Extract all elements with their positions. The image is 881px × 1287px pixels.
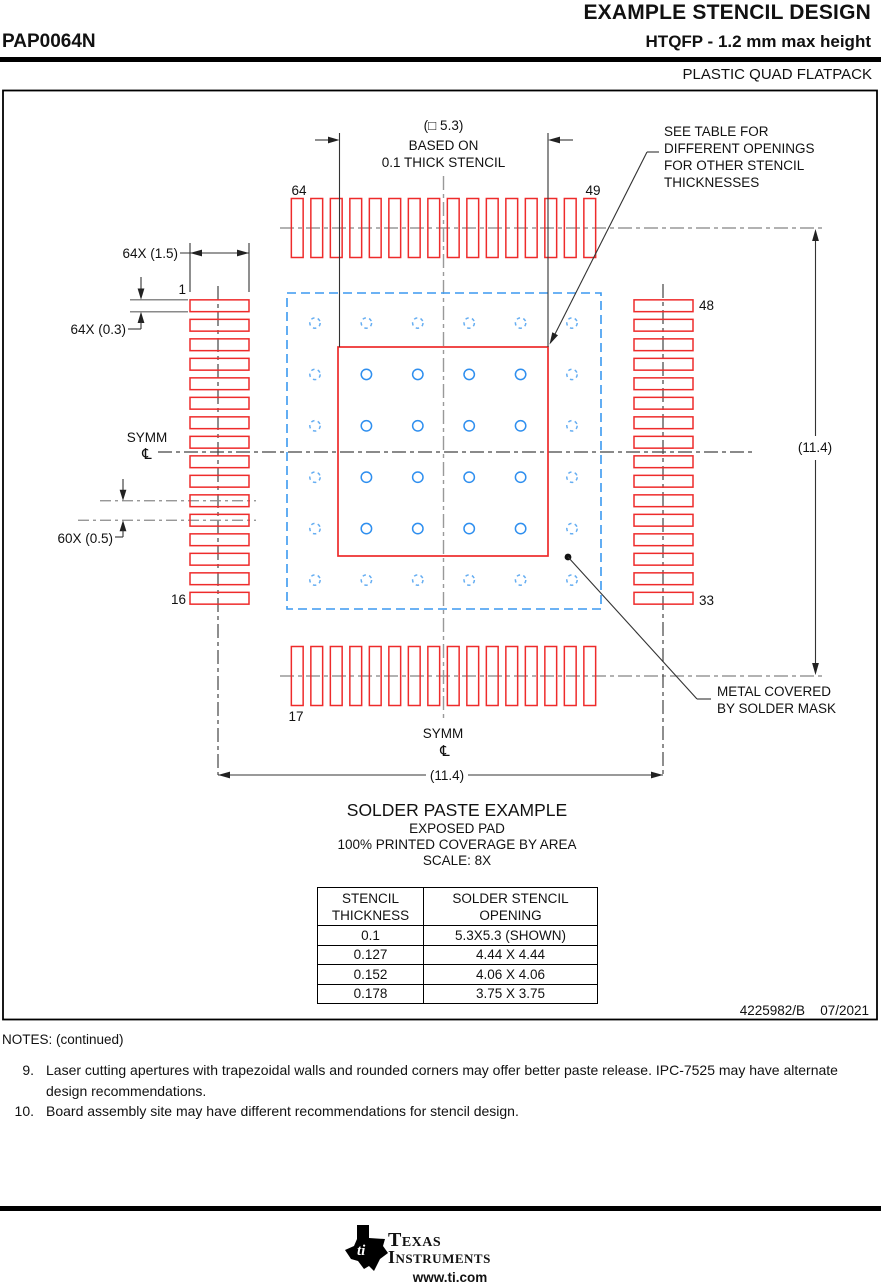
stencil-pad-left [190, 339, 249, 351]
footer-rule [0, 1206, 881, 1211]
via-circle [515, 575, 525, 585]
caption-line3: 100% PRINTED COVERAGE BY AREA [337, 837, 577, 852]
table-row [318, 945, 598, 965]
dim-arrow [328, 137, 340, 144]
top-dimension-note1: BASED ON [408, 138, 479, 153]
cell-opening: 3.75 X 3.75 [424, 984, 598, 1004]
leader-arrow [550, 332, 559, 344]
col-header-thickness: STENCIL THICKNESS [318, 888, 424, 926]
stencil-table [317, 887, 598, 1004]
cell-thickness: 0.178 [318, 984, 424, 1004]
symm-bottom-label: SYMM [422, 726, 464, 741]
via-circle [310, 523, 320, 533]
via-circle [361, 318, 371, 328]
dim-arrow [812, 663, 819, 675]
via-circle [567, 318, 577, 328]
via-circle [413, 318, 423, 328]
via-circle [464, 421, 474, 431]
via-circle [464, 318, 474, 328]
via-circle [361, 523, 371, 533]
table-header-row [318, 888, 598, 926]
ti-logo-texas-icon [344, 1224, 388, 1274]
dim-arrow [548, 137, 560, 144]
stencil-pad-left [190, 358, 249, 370]
via-circle [567, 472, 577, 482]
see-table-callout-line2: DIFFERENT OPENINGS [664, 141, 815, 156]
stencil-pad-left [190, 300, 249, 312]
stencil-pad-left [190, 534, 249, 546]
stencil-pad-left [190, 378, 249, 390]
cell-thickness: 0.152 [318, 965, 424, 985]
pin-48-label: 48 [699, 298, 715, 313]
caption-line2: EXPOSED PAD [409, 821, 505, 836]
symm-left-centerline-symbol: ℄ [142, 446, 152, 463]
via-circle [515, 369, 525, 379]
pin-33-label: 33 [699, 593, 715, 608]
brand-instruments: Instruments [388, 1247, 491, 1267]
package-type: PLASTIC QUAD FLATPACK [682, 66, 872, 83]
via-circle [464, 523, 474, 533]
pin-1-label: 1 [178, 282, 186, 297]
pad-width-dimension: 64X (0.3) [70, 322, 126, 337]
via-circle [515, 421, 525, 431]
top-dimension-value: (□ 5.3) [423, 118, 464, 133]
see-table-callout-line1: SEE TABLE FOR [664, 124, 769, 139]
leader-line [551, 152, 647, 342]
height-dimension: (11.4) [797, 440, 833, 455]
via-circle [361, 472, 371, 482]
note-item [4, 1101, 866, 1122]
via-circle [464, 575, 474, 585]
via-circle [310, 472, 320, 482]
caption-line4: SCALE: 8X [422, 853, 492, 868]
table-row [318, 984, 598, 1004]
width-dimension: (11.4) [429, 768, 465, 783]
note-item [4, 1060, 866, 1101]
table-row [318, 926, 598, 946]
cell-opening: 4.44 X 4.44 [424, 945, 598, 965]
stencil-pad-left [190, 319, 249, 331]
package-subtitle: HTQFP - 1.2 mm max height [645, 32, 871, 51]
stencil-pad-left [190, 592, 249, 604]
stencil-pad-left [190, 436, 249, 448]
via-circle [464, 472, 474, 482]
via-circle [515, 472, 525, 482]
see-table-callout-line4: THICKNESSES [664, 175, 760, 190]
pin-17-label: 17 [288, 709, 304, 724]
via-circle [413, 421, 423, 431]
via-circle [413, 523, 423, 533]
ti-website-link[interactable]: www.ti.com [412, 1270, 488, 1285]
via-circle [310, 369, 320, 379]
pad-pitch-dimension: 60X (0.5) [57, 531, 113, 546]
svg-text:ti: ti [357, 1243, 366, 1259]
via-circle [515, 318, 525, 328]
via-circle [413, 575, 423, 585]
via-circle [515, 523, 525, 533]
table-row [318, 965, 598, 985]
stencil-pad-left [190, 553, 249, 565]
pad-length-dimension: 64X (1.5) [122, 246, 178, 261]
dim-arrow [218, 772, 230, 779]
notes-title: NOTES: (continued) [2, 1032, 124, 1047]
via-circle [413, 472, 423, 482]
note-number: 9. [22, 1062, 34, 1078]
stencil-pad-left [190, 475, 249, 487]
symm-left-label: SYMM [126, 430, 168, 445]
dim-arrow [120, 520, 127, 531]
solder-mask-callout-line1: METAL COVERED [717, 684, 832, 699]
top-dimension-note2: 0.1 THICK STENCIL [381, 155, 506, 170]
cell-opening: 5.3X5.3 (SHOWN) [424, 926, 598, 946]
dim-arrow [120, 490, 127, 501]
via-circle [310, 421, 320, 431]
dim-arrow [190, 250, 202, 257]
dim-arrow [138, 289, 145, 300]
pin-16-label: 16 [170, 592, 186, 607]
dim-arrow [812, 229, 819, 241]
via-circle [567, 421, 577, 431]
page-title: EXAMPLE STENCIL DESIGN [583, 1, 871, 24]
via-circle [413, 369, 423, 379]
pin-64-label: 64 [291, 183, 307, 198]
note-text: Board assembly site may have different recommendations for stencil design. [46, 1103, 519, 1119]
via-circle [310, 575, 320, 585]
note-text: Laser cutting apertures with trapezoidal walls and rounded corners may offer better paste release. IPC-7525 may have alternate design recommendations. [46, 1062, 838, 1099]
stencil-pad-left [190, 397, 249, 409]
brand-texas: Texas [388, 1229, 442, 1251]
doc-number: 4225982/B [739, 1003, 805, 1018]
dim-arrow [651, 772, 663, 779]
pin-49-label: 49 [585, 183, 601, 198]
dim-arrow [138, 312, 145, 323]
via-circle [567, 523, 577, 533]
via-circle [567, 575, 577, 585]
stencil-pad-left [190, 417, 249, 429]
note-number: 10. [14, 1103, 34, 1119]
see-table-callout-line3: FOR OTHER STENCIL [664, 158, 805, 173]
part-number: PAP0064N [2, 31, 96, 52]
via-circle [361, 369, 371, 379]
caption-title: SOLDER PASTE EXAMPLE [346, 800, 568, 820]
via-circle [361, 575, 371, 585]
stencil-pad-left [190, 456, 249, 468]
notes-list [4, 1060, 866, 1122]
via-circle [464, 369, 474, 379]
cell-opening: 4.06 X 4.06 [424, 965, 598, 985]
via-circle [567, 369, 577, 379]
col-header-opening: SOLDER STENCIL OPENING [424, 888, 598, 926]
doc-date: 07/2021 [820, 1003, 869, 1018]
leader-line [568, 557, 697, 699]
stencil-pad-left [190, 573, 249, 585]
solder-mask-callout-line2: BY SOLDER MASK [717, 701, 837, 716]
symm-bottom-centerline-symbol: ℄ [440, 743, 450, 760]
cell-thickness: 0.1 [318, 926, 424, 946]
via-circle [310, 318, 320, 328]
cell-thickness: 0.127 [318, 945, 424, 965]
via-circle [361, 421, 371, 431]
dim-arrow [237, 250, 249, 257]
